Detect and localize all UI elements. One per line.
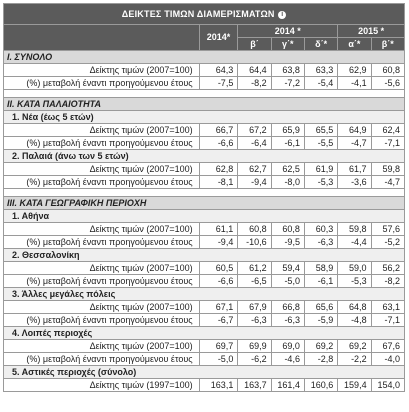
table-cell: 159,4 xyxy=(338,379,371,392)
apartment-price-index-table-container xyxy=(3,3,405,392)
table-row xyxy=(4,236,405,249)
table-cell: -5,0 xyxy=(271,275,304,288)
table-cell: 66,8 xyxy=(271,301,304,314)
table-cell: 60,8 xyxy=(271,223,304,236)
table-cell: 61,2 xyxy=(238,262,271,275)
table-cell: 67,2 xyxy=(238,124,271,137)
table-cell: -2,8 xyxy=(304,353,337,366)
section-row-total xyxy=(4,51,405,64)
table-title xyxy=(4,4,405,25)
table-cell: 67,1 xyxy=(199,301,238,314)
table-row xyxy=(4,262,405,275)
table-cell: 60,5 xyxy=(199,262,238,275)
header-quarter-c-2014: γ΄* xyxy=(271,38,304,51)
row-label-change: (%) μεταβολή έναντι προηγούμενου έτους xyxy=(4,236,200,249)
table-cell: -5,4 xyxy=(304,77,337,90)
header-year-2015-quarters: 2015 * xyxy=(338,25,405,38)
table-cell: -5,0 xyxy=(199,353,238,366)
table-cell: -4,6 xyxy=(271,353,304,366)
table-cell: 65,6 xyxy=(304,301,337,314)
table-cell: -9,4 xyxy=(238,176,271,189)
info-icon[interactable]: i xyxy=(278,11,286,19)
header-quarter-d-2014: δ΄* xyxy=(304,38,337,51)
table-cell: -7,1 xyxy=(371,137,404,150)
table-cell: 59,8 xyxy=(338,223,371,236)
table-cell: -8,1 xyxy=(199,176,238,189)
subsection-row-urban-areas xyxy=(4,366,405,379)
table-row xyxy=(4,340,405,353)
table-cell: -4,7 xyxy=(338,137,371,150)
table-cell: -9,4 xyxy=(199,236,238,249)
header-corner xyxy=(4,25,200,51)
subsection-title-athens: 1. Αθήνα xyxy=(4,210,405,223)
subsection-row-athens xyxy=(4,210,405,223)
header-quarter-a-2015: α΄* xyxy=(338,38,371,51)
table-cell: 65,5 xyxy=(304,124,337,137)
table-cell: -7,5 xyxy=(199,77,238,90)
row-label-index: Δείκτης τιμών (2007=100) xyxy=(4,223,200,236)
table-cell: -5,3 xyxy=(338,275,371,288)
subsection-title-other-big-cities: 3. Άλλες μεγάλες πόλεις xyxy=(4,288,405,301)
table-cell: -4,4 xyxy=(338,236,371,249)
table-cell: -2,2 xyxy=(338,353,371,366)
row-label-change: (%) μεταβολή έναντι προηγούμενου έτους xyxy=(4,137,200,150)
spacer-cell xyxy=(4,90,405,98)
table-cell: -6,6 xyxy=(199,137,238,150)
spacer-row xyxy=(4,189,405,197)
table-cell: -9,5 xyxy=(271,236,304,249)
table-cell: 60,8 xyxy=(371,64,404,77)
table-cell: 58,9 xyxy=(304,262,337,275)
table-cell: -3,6 xyxy=(338,176,371,189)
row-label-change: (%) μεταβολή έναντι προηγούμενου έτους xyxy=(4,314,200,327)
section-title-by-region: III. ΚΑΤΑ ΓΕΩΓΡΑΦΙΚΗ ΠΕΡΙΟΧΗ xyxy=(4,197,405,210)
table-cell: -6,4 xyxy=(238,137,271,150)
row-label-index: Δείκτης τιμών (2007=100) xyxy=(4,301,200,314)
apartment-price-index-table xyxy=(3,3,405,392)
table-cell: 59,0 xyxy=(338,262,371,275)
row-label-change: (%) μεταβολή έναντι προηγούμενου έτους xyxy=(4,275,200,288)
row-label-index: Δείκτης τιμών (2007=100) xyxy=(4,124,200,137)
table-row xyxy=(4,64,405,77)
table-row xyxy=(4,301,405,314)
table-cell: 69,9 xyxy=(238,340,271,353)
header-quarter-b-2014: β΄ xyxy=(238,38,271,51)
table-cell: 69,0 xyxy=(271,340,304,353)
table-row xyxy=(4,124,405,137)
table-cell: -7,2 xyxy=(271,77,304,90)
table-title-row xyxy=(4,4,405,25)
table-cell: -5,2 xyxy=(371,236,404,249)
header-quarter-b-2015: β΄* xyxy=(371,38,404,51)
table-cell: -8,0 xyxy=(271,176,304,189)
row-label-index-1997: Δείκτης τιμών (1997=100) xyxy=(4,379,200,392)
table-row xyxy=(4,223,405,236)
table-cell: -6,6 xyxy=(199,275,238,288)
table-cell: 59,8 xyxy=(371,163,404,176)
table-cell: -6,1 xyxy=(271,137,304,150)
subsection-title-new: 1. Νέα (έως 5 ετών) xyxy=(4,111,405,124)
spacer-cell xyxy=(4,189,405,197)
table-cell: 63,1 xyxy=(371,301,404,314)
table-cell: 62,4 xyxy=(371,124,404,137)
row-label-index: Δείκτης τιμών (2007=100) xyxy=(4,262,200,275)
table-cell: 154,0 xyxy=(371,379,404,392)
table-cell: 64,3 xyxy=(199,64,238,77)
spacer-row xyxy=(4,90,405,98)
table-cell: 64,9 xyxy=(338,124,371,137)
section-row-by-age xyxy=(4,98,405,111)
table-row xyxy=(4,77,405,90)
table-row xyxy=(4,314,405,327)
row-label-change: (%) μεταβολή έναντι προηγούμενου έτους xyxy=(4,77,200,90)
table-row xyxy=(4,379,405,392)
table-cell: 63,8 xyxy=(271,64,304,77)
table-cell: -6,1 xyxy=(304,275,337,288)
subsection-row-thessaloniki xyxy=(4,249,405,262)
subsection-row-other-big-cities xyxy=(4,288,405,301)
table-cell: -4,0 xyxy=(371,353,404,366)
table-row xyxy=(4,275,405,288)
table-cell: 62,8 xyxy=(199,163,238,176)
subsection-row-new xyxy=(4,111,405,124)
table-cell: 69,2 xyxy=(304,340,337,353)
table-cell: 56,2 xyxy=(371,262,404,275)
subsection-title-urban-areas: 5. Αστικές περιοχές (σύνολο) xyxy=(4,366,405,379)
table-row xyxy=(4,163,405,176)
row-label-index: Δείκτης τιμών (2007=100) xyxy=(4,340,200,353)
table-cell: 67,9 xyxy=(238,301,271,314)
table-cell: 64,4 xyxy=(238,64,271,77)
table-cell: -6,3 xyxy=(271,314,304,327)
table-cell: -4,1 xyxy=(338,77,371,90)
table-cell: -6,7 xyxy=(199,314,238,327)
table-cell: 60,3 xyxy=(304,223,337,236)
row-label-index: Δείκτης τιμών (2007=100) xyxy=(4,64,200,77)
table-cell: -4,8 xyxy=(338,314,371,327)
header-row-years xyxy=(4,25,405,38)
table-row xyxy=(4,176,405,189)
section-title-total: I. ΣΥΝΟΛΟ xyxy=(4,51,405,64)
table-cell: 163,7 xyxy=(238,379,271,392)
subsection-title-old: 2. Παλαιά (άνω των 5 ετών) xyxy=(4,150,405,163)
table-cell: 65,9 xyxy=(271,124,304,137)
subsection-row-other-areas xyxy=(4,327,405,340)
table-cell: -8,2 xyxy=(371,275,404,288)
table-cell: 67,6 xyxy=(371,340,404,353)
table-cell: 69,2 xyxy=(338,340,371,353)
table-cell: -6,3 xyxy=(238,314,271,327)
row-label-change: (%) μεταβολή έναντι προηγούμενου έτους xyxy=(4,176,200,189)
table-cell: 62,9 xyxy=(338,64,371,77)
table-cell: -10,6 xyxy=(238,236,271,249)
table-row xyxy=(4,137,405,150)
table-cell: 61,9 xyxy=(304,163,337,176)
table-cell: 59,4 xyxy=(271,262,304,275)
table-cell: 61,7 xyxy=(338,163,371,176)
table-cell: 163,1 xyxy=(199,379,238,392)
header-year-2014-quarters: 2014 * xyxy=(238,25,338,38)
table-cell: 57,6 xyxy=(371,223,404,236)
table-cell: 62,7 xyxy=(238,163,271,176)
table-cell: 160,6 xyxy=(304,379,337,392)
table-cell: 64,8 xyxy=(338,301,371,314)
table-cell: -7,1 xyxy=(371,314,404,327)
table-cell: 161,4 xyxy=(271,379,304,392)
table-cell: -6,2 xyxy=(238,353,271,366)
row-label-index: Δείκτης τιμών (2007=100) xyxy=(4,163,200,176)
table-cell: -8,2 xyxy=(238,77,271,90)
table-row xyxy=(4,353,405,366)
table-cell: -5,3 xyxy=(304,176,337,189)
section-row-by-region xyxy=(4,197,405,210)
subsection-row-old xyxy=(4,150,405,163)
table-cell: 69,7 xyxy=(199,340,238,353)
header-year-2014-annual: 2014* xyxy=(199,25,238,51)
table-cell: -5,5 xyxy=(304,137,337,150)
table-cell: 63,3 xyxy=(304,64,337,77)
subsection-title-thessaloniki: 2. Θεσσαλονίκη xyxy=(4,249,405,262)
table-cell: 60,8 xyxy=(238,223,271,236)
table-cell: -4,7 xyxy=(371,176,404,189)
row-label-change: (%) μεταβολή έναντι προηγούμενου έτους xyxy=(4,353,200,366)
table-cell: -5,6 xyxy=(371,77,404,90)
table-cell: 62,5 xyxy=(271,163,304,176)
table-title-text: ΔΕΙΚΤΕΣ ΤΙΜΩΝ ΔΙΑΜΕΡΙΣΜΑΤΩΝ xyxy=(121,8,275,19)
table-cell: -6,3 xyxy=(304,236,337,249)
section-title-by-age: II. ΚΑΤΑ ΠΑΛΑΙΟΤΗΤΑ xyxy=(4,98,405,111)
subsection-title-other-areas: 4. Λοιπές περιοχές xyxy=(4,327,405,340)
table-cell: 66,7 xyxy=(199,124,238,137)
table-cell: -6,5 xyxy=(238,275,271,288)
table-cell: 61,1 xyxy=(199,223,238,236)
table-cell: -5,9 xyxy=(304,314,337,327)
